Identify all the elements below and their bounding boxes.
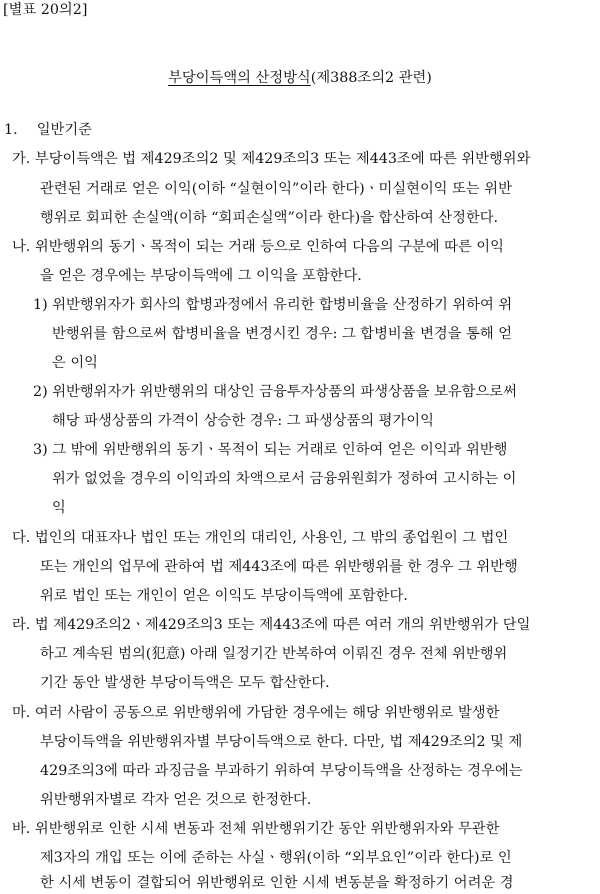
clause-na-line-1: 나. 위반행위의 동기ㆍ목적이 되는 거래 등으로 인하여 다음의 구분에 따른 이익 <box>12 239 504 255</box>
section-heading <box>4 119 92 141</box>
clause-da-line-1: 다. 법인의 대표자나 법인 또는 개인의 대리인, 사용인, 그 밖의 종업원이 그 법인 <box>12 530 509 546</box>
clause-ga-line-3: 행위로 회피한 손실액(이하 “회피손실액”이라 한다)을 합산하여 산정한다. <box>40 210 499 226</box>
subitem-1-line-1: 1) 위반행위자가 회사의 합병과정에서 유리한 합병비율을 산정하기 위하여 위 <box>33 297 513 313</box>
subitem-1-line-3: 은 이익 <box>52 355 98 371</box>
clause-na-line-2: 을 얻은 경우에는 부당이득액에 그 이익을 포함한다. <box>40 268 362 284</box>
subitem-3-line-1: 3) 그 밖에 위반행위의 동기ㆍ목적이 되는 거래로 인하여 얻은 이익과 위반행 <box>33 442 508 458</box>
title-main: 부당이득액의 산정방식 <box>168 70 311 86</box>
document-title <box>0 67 600 89</box>
appendix-label: [별표 20의2] <box>3 2 88 18</box>
clause-ba-line-3: 한 시세 변동이 결합되어 위반행위로 인한 시세 변동분을 확정하기 어려운 경 <box>40 875 514 891</box>
subitem-3-line-3: 익 <box>52 500 66 516</box>
subitem-1-line-2: 반행위를 함으로써 합병비율을 변경시킨 경우: 그 합병비율 변경을 통해 얻 <box>52 326 513 342</box>
clause-ba-line-1: 바. 위반행위로 인한 시세 변동과 전체 위반행위기간 동안 위반행위자와 무관한 <box>12 821 500 837</box>
section-number: 1. <box>4 122 18 138</box>
clause-ra-line-1: 라. 법 제429조의2ㆍ제429조의3 또는 제443조에 따른 여러 개의 위반행위가 단일 <box>12 617 531 633</box>
clause-ma-line-1: 마. 여러 사람이 공동으로 위반행위에 가담한 경우에는 해당 위반행위로 발생한 <box>12 705 500 721</box>
subitem-2-line-2: 해당 파생상품의 가격이 상승한 경우: 그 파생상품의 평가이익 <box>52 413 434 429</box>
clause-da-line-3: 위로 법인 또는 개인이 얻은 이익도 부당이득액에 포함한다. <box>40 588 408 604</box>
clause-ra-line-2: 하고 계속된 범의(犯意) 아래 일정기간 반복하여 이뤄진 경우 전체 위반행위 <box>40 646 508 662</box>
subitem-3-line-2: 위가 없었을 경우의 이익과의 차액으로서 금융위원회가 정하여 고시하는 이 <box>52 471 517 487</box>
clause-ba-line-2: 제3자의 개입 또는 이에 준하는 사실ㆍ행위(이하 “외부요인”이라 한다)로 인 <box>40 850 512 866</box>
clause-ga-line-1: 가. 부당이득액은 법 제429조의2 및 제429조의3 또는 제443조에 따른 위반행위와 <box>12 151 531 167</box>
clause-ma-line-3: 429조의3에 따라 과징금을 부과하기 위하여 부당이득액을 산정하는 경우에는 <box>40 763 523 779</box>
clause-ra-line-3: 기간 동안 발생한 부당이득액은 모두 합산한다. <box>40 675 330 691</box>
subitem-2-line-1: 2) 위반행위자가 위반행위의 대상인 금융투자상품의 파생상품을 보유함으로써 <box>33 384 517 400</box>
clause-da-line-2: 또는 개인의 업무에 관하여 법 제443조에 따른 위반행위를 한 경우 그 위반행 <box>40 559 518 575</box>
title-reference: (제388조의2 관련) <box>310 70 432 86</box>
clause-ga-line-2: 관련된 거래로 얻은 이익(이하 “실현이익”이라 한다)ㆍ미실현이익 또는 위반 <box>40 181 512 197</box>
clause-ma-line-4: 위반행위자별로 각자 얻은 것으로 한정한다. <box>40 792 312 808</box>
section-title: 일반기준 <box>36 122 92 138</box>
clause-ma-line-2: 부당이득액을 위반행위자별 부당이득액으로 한다. 다만, 법 제429조의2 및 제 <box>40 734 523 750</box>
